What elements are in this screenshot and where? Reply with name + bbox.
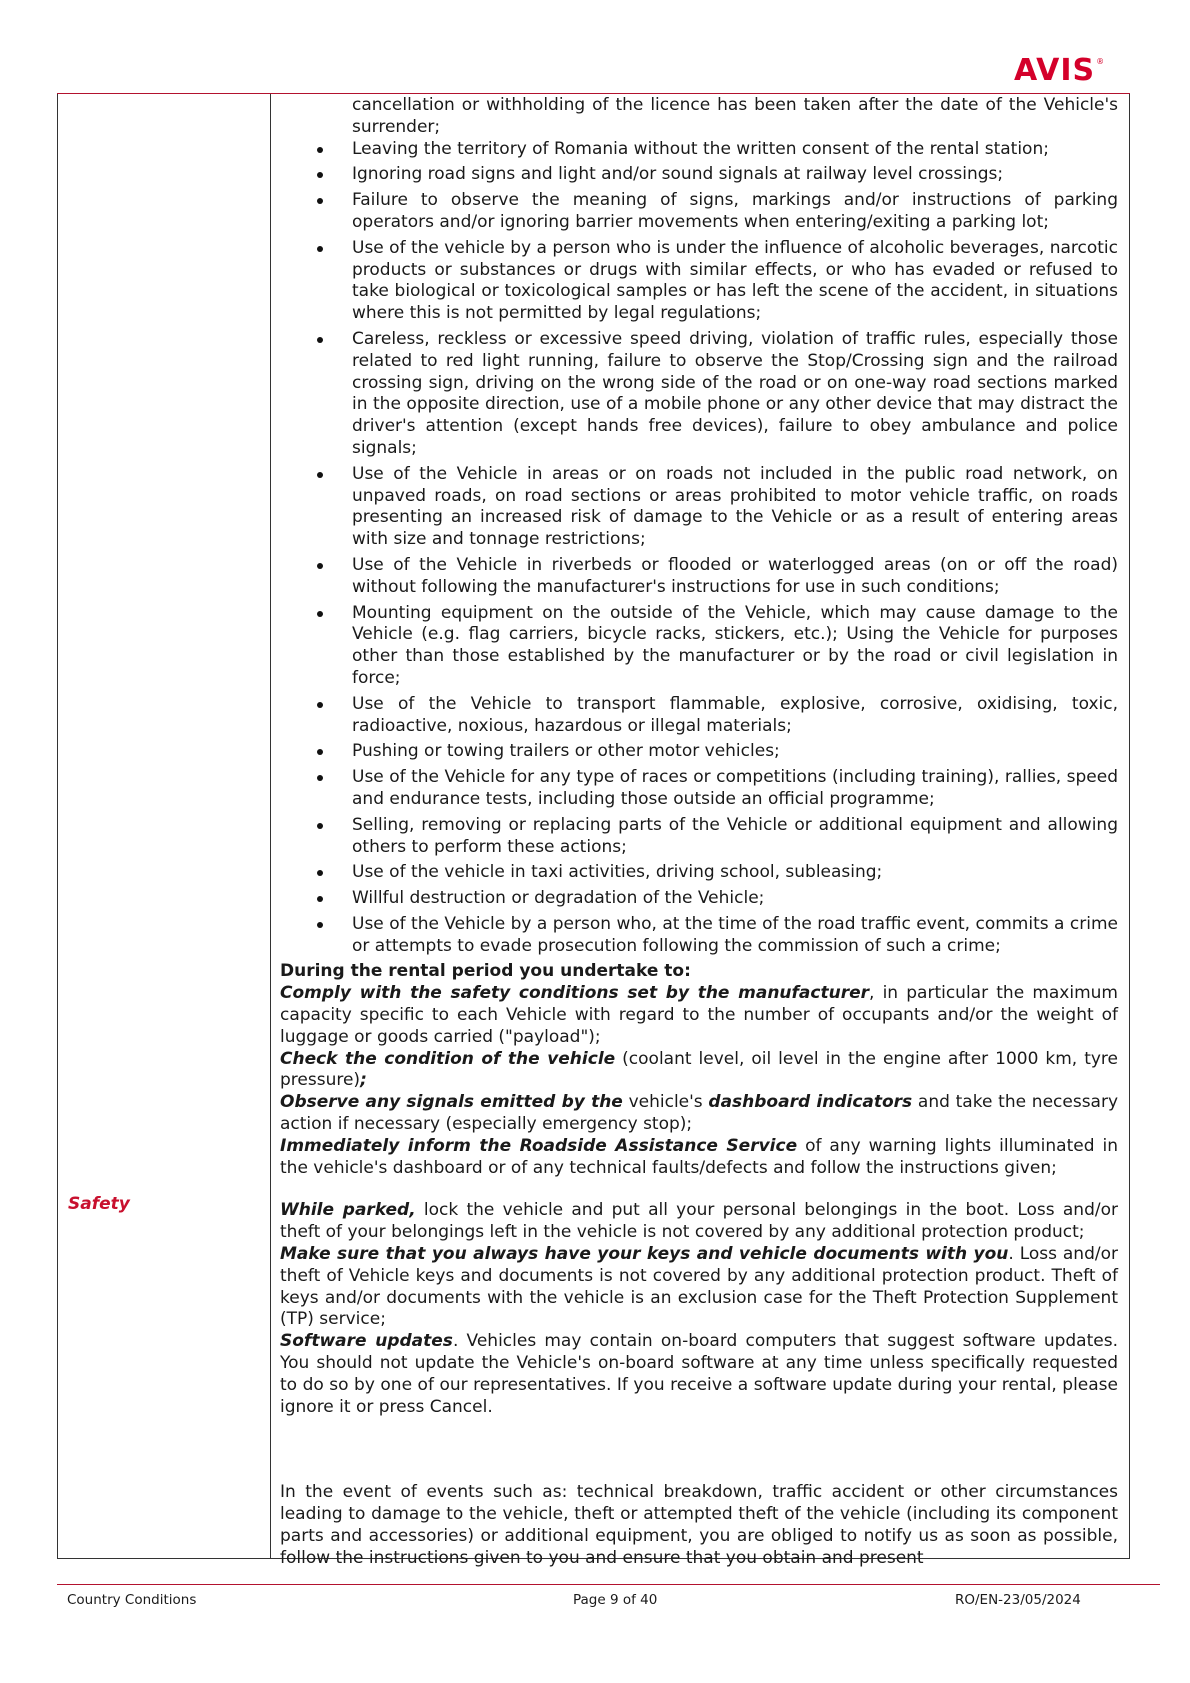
text: lock the vehicle and put all your personal belongings in the boot. Loss and/or theft of your belongings left in the vehicle is not covered by any additional protection product; xyxy=(280,1200,1118,1243)
text: . Vehicles may contain on-board computers that suggest software updates. You should not update the Vehicle's on-board software at any time unless specifically requested to do so by one of our representatives. If you receive a software update during your rental, please ignore it or press Cancel. xyxy=(280,1331,1118,1417)
text: . Loss and/or theft of Vehicle keys and documents is not covered by any additional protection product. Theft of keys and/or documents with the vehicle is an exclusion case for the Theft Protection Supplement (TP) service; xyxy=(280,1244,1118,1330)
emphasis: Check the condition of the vehicle xyxy=(280,1048,616,1069)
list-item: Use of the vehicle by a person who is under the influence of alcoholic beverages, narcotic products or substances or drugs with similar effects, or who has evaded or refused to take biological or toxicological samples or has left the scene of the accident, in situations where this is not permitted by legal regulations; xyxy=(280,238,1118,325)
emphasis: While parked, xyxy=(280,1200,416,1221)
list-item: Ignoring road signs and light and/or sound signals at railway level crossings; xyxy=(280,164,1118,186)
paragraph-events-notice: In the event of events such as: technical breakdown, traffic accident or other circumstances leading to damage to the vehicle, theft or attempted theft of the vehicle (including its component parts and accessories) or additional equipment, you are obliged to notify us as soon as possible, follow the instructions given to you and ensure that you obtain and present xyxy=(280,1482,1118,1568)
conditions-table xyxy=(57,94,1130,1568)
list-item: Use of the Vehicle to transport flammable, explosive, corrosive, oxidising, toxic, radioactive, noxious, hazardous or illegal materials; xyxy=(280,694,1118,738)
list-item: Use of the Vehicle for any type of races or competitions (including training), rallies, speed and endurance tests, including those outside an official programme; xyxy=(280,767,1118,811)
row-content xyxy=(280,95,1118,1570)
footer-document-title: Country Conditions xyxy=(67,1592,197,1608)
list-item: Pushing or towing trailers or other motor vehicles; xyxy=(280,741,1118,763)
footer-rule xyxy=(57,1584,1160,1585)
emphasis: Immediately inform the Roadside Assistance Service xyxy=(280,1135,798,1156)
prohibited-uses-list xyxy=(280,95,1118,957)
emphasis: Observe any signals emitted by the xyxy=(280,1092,623,1113)
list-item: Willful destruction or degradation of the Vehicle; xyxy=(280,888,1118,910)
list-item: Use of the Vehicle in areas or on roads not included in the public road network, on unpaved roads, on road sections or areas prohibited to motor vehicle traffic, on roads presenting an increased risk of damage to the Vehicle or as a result of entering areas with size and tonnage restrictions; xyxy=(280,464,1118,551)
text: , in particular the maximum capacity specific to each Vehicle with regard to the number of occupants and/or the weight of luggage or goods carried ("payload"); xyxy=(280,983,1118,1047)
list-item: Leaving the territory of Romania without the written consent of the rental station; xyxy=(280,139,1118,161)
text: vehicle's xyxy=(622,1092,709,1113)
text: of any warning lights illuminated in the vehicle's dashboard or of any technical faults/defects and follow the instructions given; xyxy=(280,1135,1118,1178)
text: and take the necessary action if necessary (especially emergency stop); xyxy=(280,1092,1119,1135)
paragraph-roadside-assistance xyxy=(280,1136,1118,1180)
paragraph-keys-documents xyxy=(280,1244,1118,1331)
footer-page-number: Page 9 of 40 xyxy=(573,1592,658,1608)
text: (coolant level, oil level in the engine after 1000 km, tyre pressure) xyxy=(280,1048,1118,1091)
column-divider xyxy=(270,94,271,1558)
emphasis: Comply with the safety conditions set by the manufacturer xyxy=(280,983,870,1004)
list-item: Use of the Vehicle in riverbeds or flooded or waterlogged areas (on or off the road) without following the manufacturer's instructions for use in such conditions; xyxy=(280,555,1118,599)
emphasis: ; xyxy=(360,1070,367,1091)
emphasis: dashboard indicators xyxy=(708,1092,913,1113)
emphasis: Software updates xyxy=(280,1331,453,1352)
logo-text: AVIS xyxy=(1014,53,1096,88)
spacer xyxy=(280,1179,1118,1200)
list-item: Mounting equipment on the outside of the Vehicle, which may cause damage to the Vehicle (e.g. flag carriers, bicycle racks, stickers, etc.); Using the Vehicle for purposes other than those established by the manufacturer or by the road or civil legislation in force; xyxy=(280,603,1118,690)
list-item: Failure to observe the meaning of signs, markings and/or instructions of parking operators and/or ignoring barrier movements when entering/exiting a parking lot; xyxy=(280,190,1118,234)
list-item: Selling, removing or replacing parts of the Vehicle or additional equipment and allowing others to perform these actions; xyxy=(280,815,1118,859)
paragraph-while-parked xyxy=(280,1200,1118,1244)
row-label-safety: Safety xyxy=(68,1194,130,1214)
list-item: Careless, reckless or excessive speed driving, violation of traffic rules, especially those related to red light running, failure to observe the Stop/Crossing sign and the railroad crossing sign, driving on the wrong side of the road or on one-way road sections marked in the opposite direction, use of a mobile phone or any other device that may distract the driver's attention (except hands free devices), failure to obey ambulance and police signals; xyxy=(280,329,1118,460)
list-continuation: cancellation or withholding of the licence has been taken after the date of the Vehicle's surrender; xyxy=(352,95,1118,137)
footer-document-code: RO/EN-23/05/2024 xyxy=(955,1592,1081,1608)
paragraph-software-updates xyxy=(280,1331,1118,1418)
emphasis: Make sure that you always have your keys and vehicle documents with you xyxy=(280,1244,1009,1265)
avis-logo xyxy=(1014,53,1106,88)
spacer xyxy=(280,1418,1118,1482)
list-item: Use of the Vehicle by a person who, at the time of the road traffic event, commits a crime or attempts to evade prosecution following the commission of such a crime; xyxy=(280,914,1118,958)
undertake-heading: During the rental period you undertake to: xyxy=(280,961,691,982)
paragraph-check-condition xyxy=(280,1049,1118,1093)
paragraph-safety-conditions xyxy=(280,983,1118,1048)
registered-mark: ® xyxy=(1096,57,1106,66)
list-item: Use of the vehicle in taxi activities, driving school, subleasing; xyxy=(280,862,1118,884)
paragraph-observe-signals xyxy=(280,1092,1118,1136)
